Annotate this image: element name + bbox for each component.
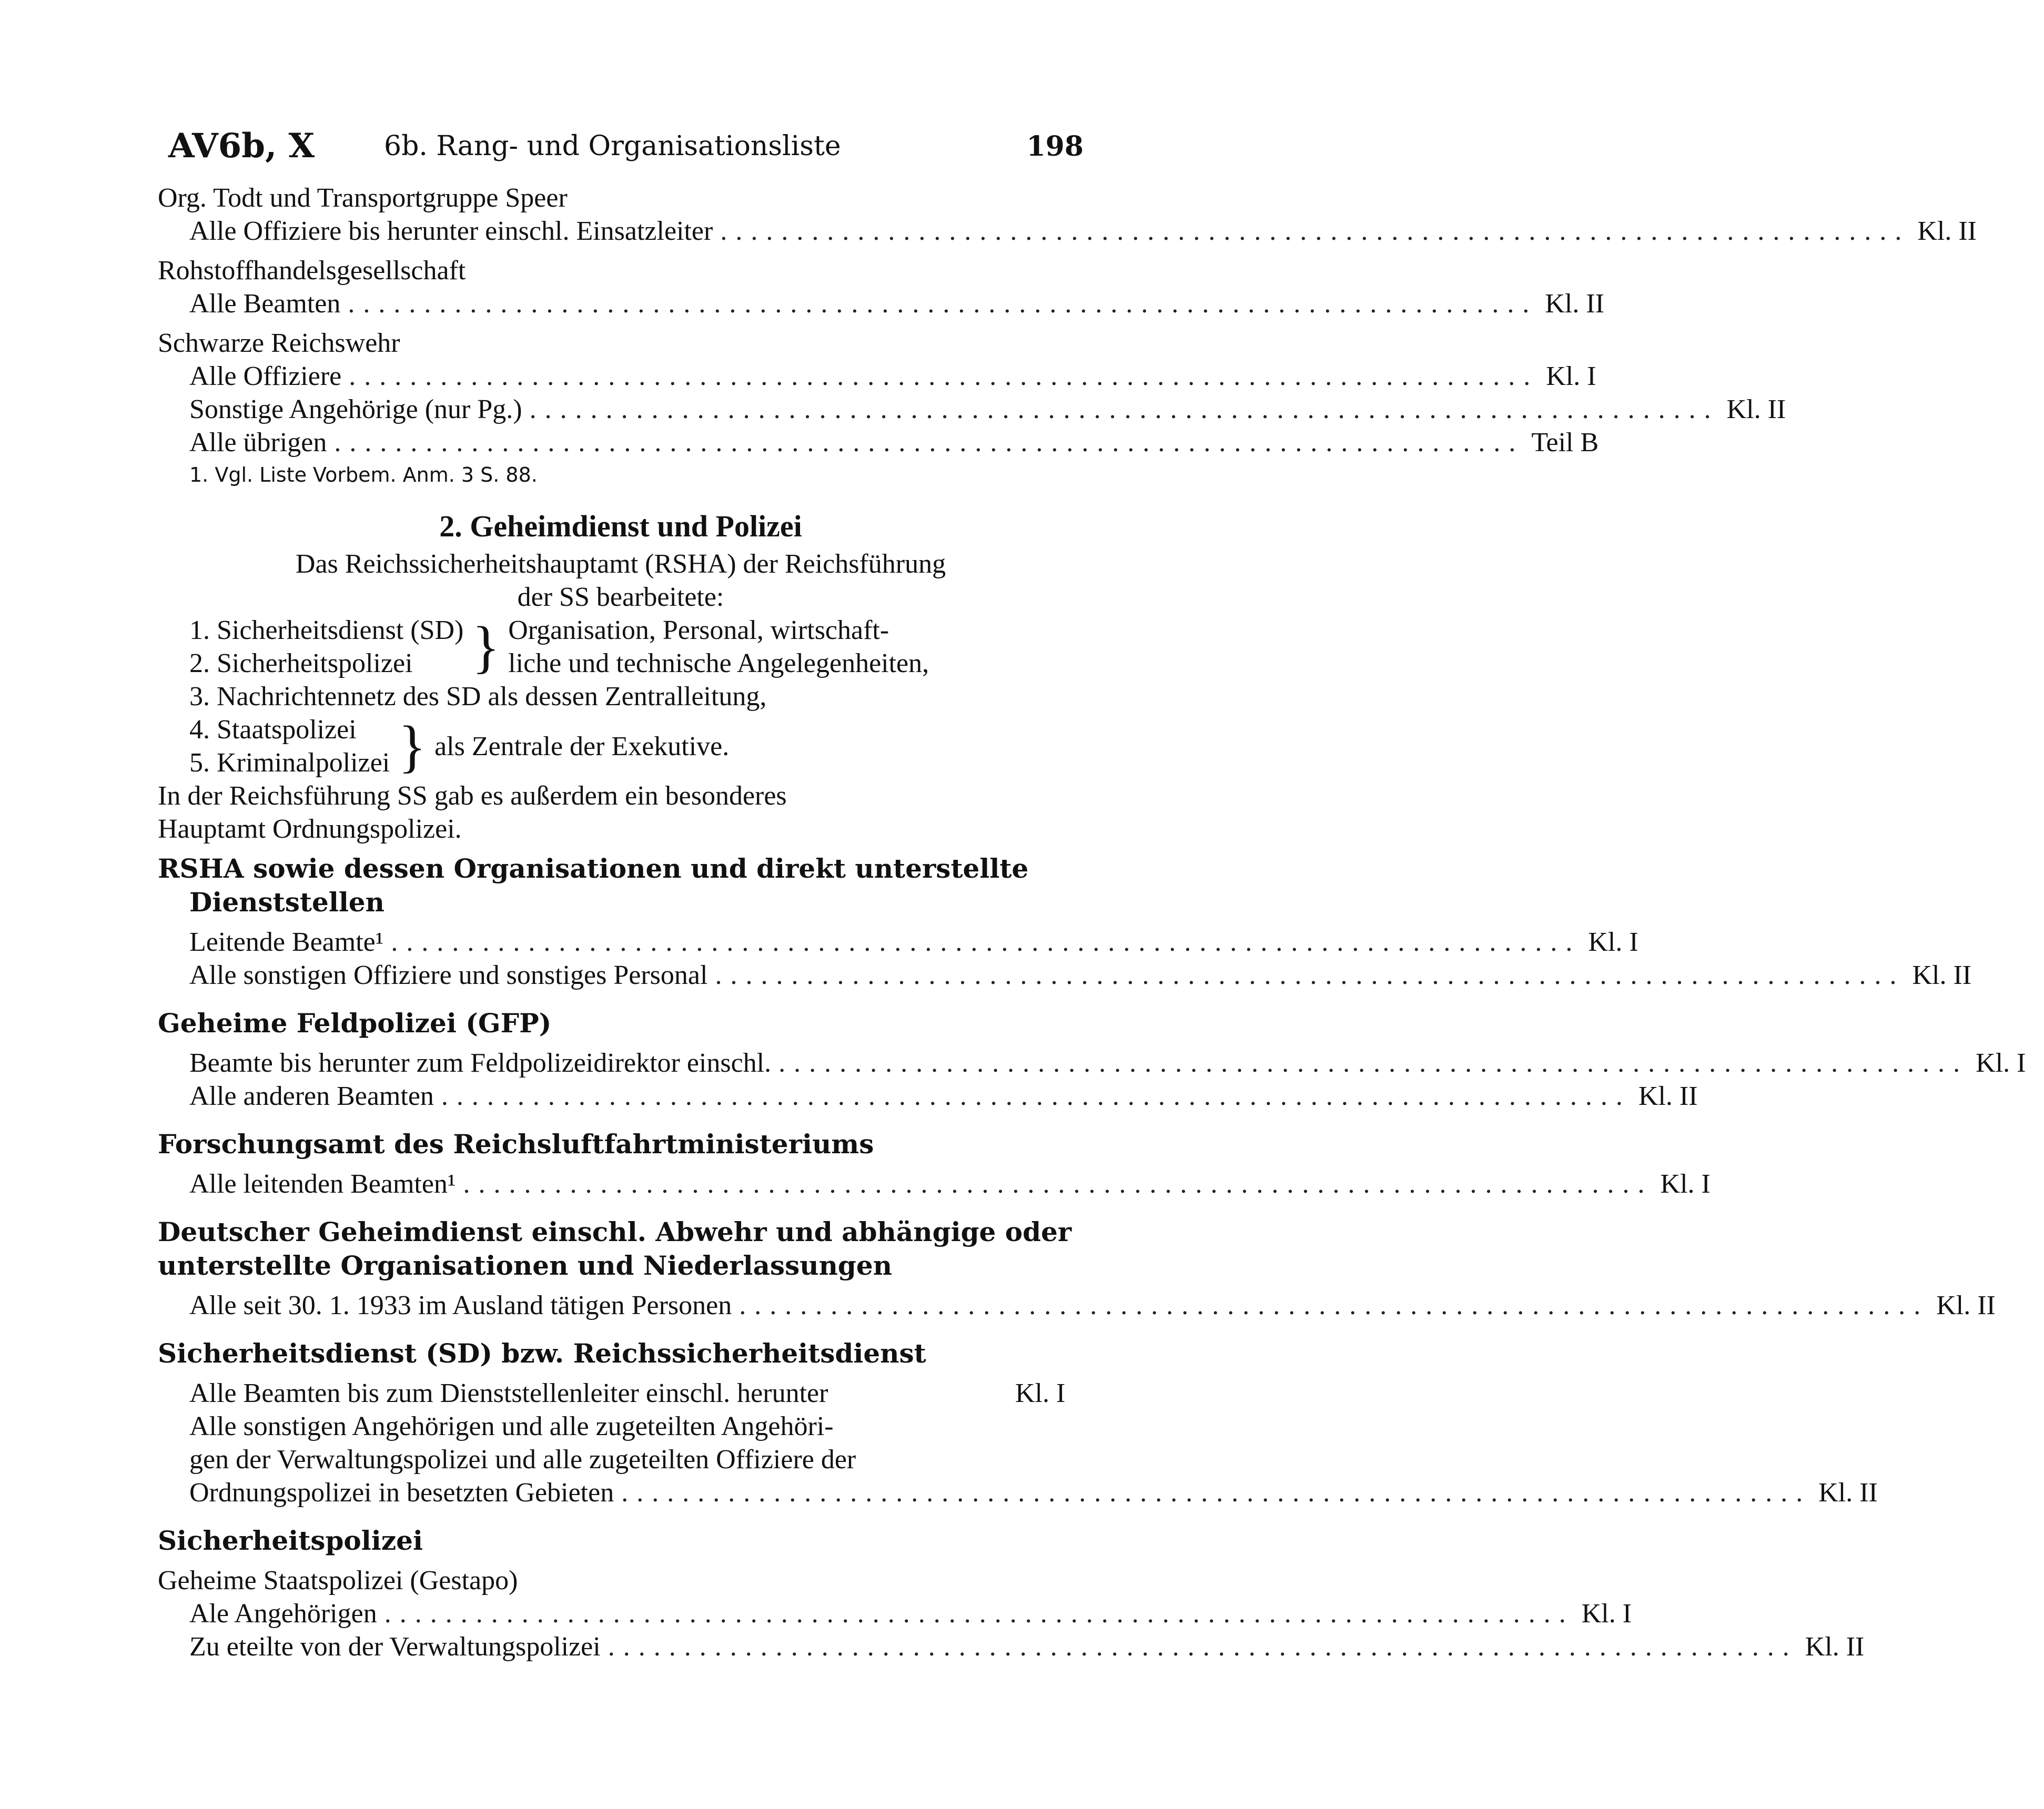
class-label: Kl. I bbox=[1660, 1169, 1711, 1199]
section-schwarze-reichswehr bbox=[158, 327, 1786, 459]
class-label: Kl. II bbox=[1805, 1632, 1865, 1662]
section-forschungsamt bbox=[158, 1127, 1711, 1201]
entry-heading: Sicherheitspolizei bbox=[158, 1525, 423, 1556]
entry-heading: Dienststellen bbox=[189, 887, 384, 918]
section-sd bbox=[158, 1337, 1878, 1509]
outro-line: In der Reichsführung SS gab es außerdem ein besonderes bbox=[158, 781, 787, 811]
entry-title: Org. Todt und Transportgruppe Speer bbox=[158, 183, 568, 213]
list-item: 1. Sicherheitsdienst (SD) bbox=[189, 615, 464, 645]
class-label: Kl. I bbox=[1015, 1378, 1066, 1408]
page-content bbox=[158, 181, 2026, 1663]
class-label: Kl. I bbox=[1581, 1599, 1632, 1629]
entry-heading: RSHA sowie dessen Organisationen und direkt unterstellte bbox=[158, 853, 1029, 884]
list-item: 3. Nachrichtennetz des SD als dessen Zentralleitung, bbox=[189, 682, 767, 712]
intro-line: Das Reichssicherheitshauptamt (RSHA) der Reichsführung bbox=[295, 549, 946, 579]
dot-leader: .............................................................................. bbox=[529, 394, 1719, 424]
leader-row bbox=[158, 959, 1972, 992]
dot-leader: .............................................................................. bbox=[720, 216, 1910, 246]
leader-row bbox=[158, 1630, 1865, 1663]
entry-heading: Geheime Feldpolizei (GFP) bbox=[158, 1008, 552, 1039]
class-label: Kl. II bbox=[1726, 394, 1786, 424]
header-title: 6b. Rang- und Organisationsliste bbox=[384, 130, 841, 162]
entry-text: Alle leitenden Beamten¹ bbox=[189, 1169, 456, 1199]
dot-leader: .............................................................................. bbox=[384, 1599, 1574, 1629]
entry-heading: unterstellte Organisationen und Niederlassungen bbox=[158, 1250, 893, 1281]
class-label: Kl. II bbox=[1818, 1478, 1878, 1508]
brace-symbol: } bbox=[398, 714, 427, 778]
class-label: Kl. II bbox=[1638, 1081, 1698, 1111]
group-text: als Zentrale der Exekutive. bbox=[434, 731, 730, 761]
entry-text: Alle Beamten bis zum Dienststellenleiter einschl. herunter bbox=[189, 1378, 828, 1408]
section-rohstoff bbox=[158, 254, 1604, 320]
class-label: Teil B bbox=[1531, 428, 1599, 458]
entry-text: Alle sonstigen Offiziere und sonstiges Personal bbox=[189, 960, 708, 990]
entry-title: Rohstoffhandelsgesellschaft bbox=[158, 256, 466, 286]
section-geheimdienst bbox=[158, 1215, 1996, 1322]
dot-leader: .............................................................................. bbox=[334, 428, 1524, 458]
class-label: Kl. II bbox=[1545, 289, 1604, 319]
group-text: liche und technische Angelegenheiten, bbox=[508, 648, 929, 678]
leader-row bbox=[158, 1476, 1878, 1509]
dot-leader: .............................................................................. bbox=[391, 927, 1581, 957]
list-item: 4. Staatspolizei bbox=[189, 715, 357, 745]
page-header bbox=[168, 126, 1084, 174]
page-number: 198 bbox=[1026, 130, 1084, 162]
section-sipo bbox=[158, 1524, 1865, 1663]
brace-group-2 bbox=[158, 713, 1084, 779]
class-label: Kl. II bbox=[1936, 1290, 1996, 1320]
section-title: 2. Geheimdienst und Polizei bbox=[439, 509, 802, 543]
entry-text: Ordnungspolizei in besetzten Gebieten bbox=[189, 1478, 614, 1508]
brace-group-1 bbox=[158, 614, 1084, 680]
section-2 bbox=[158, 505, 1084, 846]
entry-text: Alle Offiziere bbox=[189, 361, 342, 391]
leader-row bbox=[158, 1289, 1996, 1322]
entry-subtitle: Geheime Staatspolizei (Gestapo) bbox=[158, 1566, 518, 1595]
entry-text: Alle Beamten bbox=[189, 289, 341, 319]
dot-leader: .............................................................................. bbox=[441, 1081, 1631, 1111]
section-org-todt bbox=[158, 181, 1977, 248]
dot-leader: .............................................................................. bbox=[349, 361, 1539, 391]
leader-row bbox=[158, 1597, 1632, 1630]
leader-row bbox=[158, 1167, 1711, 1201]
dot-leader: .............................................................................. bbox=[778, 1048, 1969, 1078]
entry-text: Zu eteilte von der Verwaltungspolizei bbox=[189, 1632, 601, 1662]
list-item: 2. Sicherheitspolizei bbox=[189, 648, 413, 678]
class-label: Kl. I bbox=[1546, 361, 1596, 391]
section-rsha bbox=[158, 852, 1972, 992]
class-label: Kl. II bbox=[1917, 216, 1977, 246]
entry-heading: Deutscher Geheimdienst einschl. Abwehr und abhängige oder bbox=[158, 1216, 1072, 1247]
leader-row bbox=[158, 926, 1638, 959]
dot-leader: .............................................................................. bbox=[463, 1169, 1653, 1199]
class-label: Kl. I bbox=[1588, 927, 1638, 957]
leader-row bbox=[158, 1046, 2026, 1080]
intro-line: der SS bearbeitete: bbox=[517, 582, 724, 612]
leader-row bbox=[158, 215, 1977, 248]
entry-text: Alle anderen Beamten bbox=[189, 1081, 434, 1111]
entry-text: Alle Offiziere bis herunter einschl. Einsatzleiter bbox=[189, 216, 713, 246]
entry-text: Alle sonstigen Angehörigen und alle zugeteilten Angehöri- bbox=[189, 1411, 834, 1441]
leader-row bbox=[158, 287, 1604, 320]
brace-symbol: } bbox=[472, 615, 500, 679]
leader-row bbox=[158, 393, 1786, 426]
entry-text: Alle seit 30. 1. 1933 im Ausland tätigen Personen bbox=[189, 1290, 732, 1320]
entry-heading: Sicherheitsdienst (SD) bzw. Reichssicherheitsdienst bbox=[158, 1338, 926, 1369]
leader-row bbox=[158, 1080, 1698, 1113]
entry-heading: Forschungsamt des Reichsluftfahrtministeriums bbox=[158, 1129, 874, 1160]
entry-text: Ale Angehörigen bbox=[189, 1599, 377, 1629]
header-code: AV6b, X bbox=[168, 126, 315, 166]
leader-row bbox=[158, 360, 1596, 393]
group-text: Organisation, Personal, wirtschaft- bbox=[508, 615, 889, 645]
class-label: Kl. I bbox=[1976, 1048, 2026, 1078]
leader-row bbox=[158, 426, 1599, 459]
entry-text: Beamte bis herunter zum Feldpolizeidirektor einschl. bbox=[189, 1048, 772, 1078]
entry-text: Alle übrigen bbox=[189, 428, 327, 458]
outro-line: Hauptamt Ordnungspolizei. bbox=[158, 814, 462, 844]
dot-leader: .............................................................................. bbox=[739, 1290, 1929, 1320]
entry-title: Schwarze Reichswehr bbox=[158, 328, 400, 358]
dot-leader: .............................................................................. bbox=[608, 1632, 1798, 1662]
entry-text: gen der Verwaltungspolizei und alle zugeteilten Offiziere der bbox=[189, 1445, 856, 1475]
entry-text: Sonstige Angehörige (nur Pg.) bbox=[189, 394, 522, 424]
leader-row bbox=[158, 1377, 1084, 1410]
dot-leader: .............................................................................. bbox=[348, 289, 1538, 319]
entry-text: Leitende Beamte¹ bbox=[189, 927, 384, 957]
dot-leader: .............................................................................. bbox=[715, 960, 1905, 990]
class-label: Kl. II bbox=[1912, 960, 1972, 990]
list-item: 5. Kriminalpolizei bbox=[189, 748, 390, 778]
dot-leader: .............................................................................. bbox=[621, 1478, 1812, 1508]
footnote: 1. Vgl. Liste Vorbem. Anm. 3 S. 88. bbox=[189, 463, 538, 486]
section-gfp bbox=[158, 1007, 2026, 1113]
